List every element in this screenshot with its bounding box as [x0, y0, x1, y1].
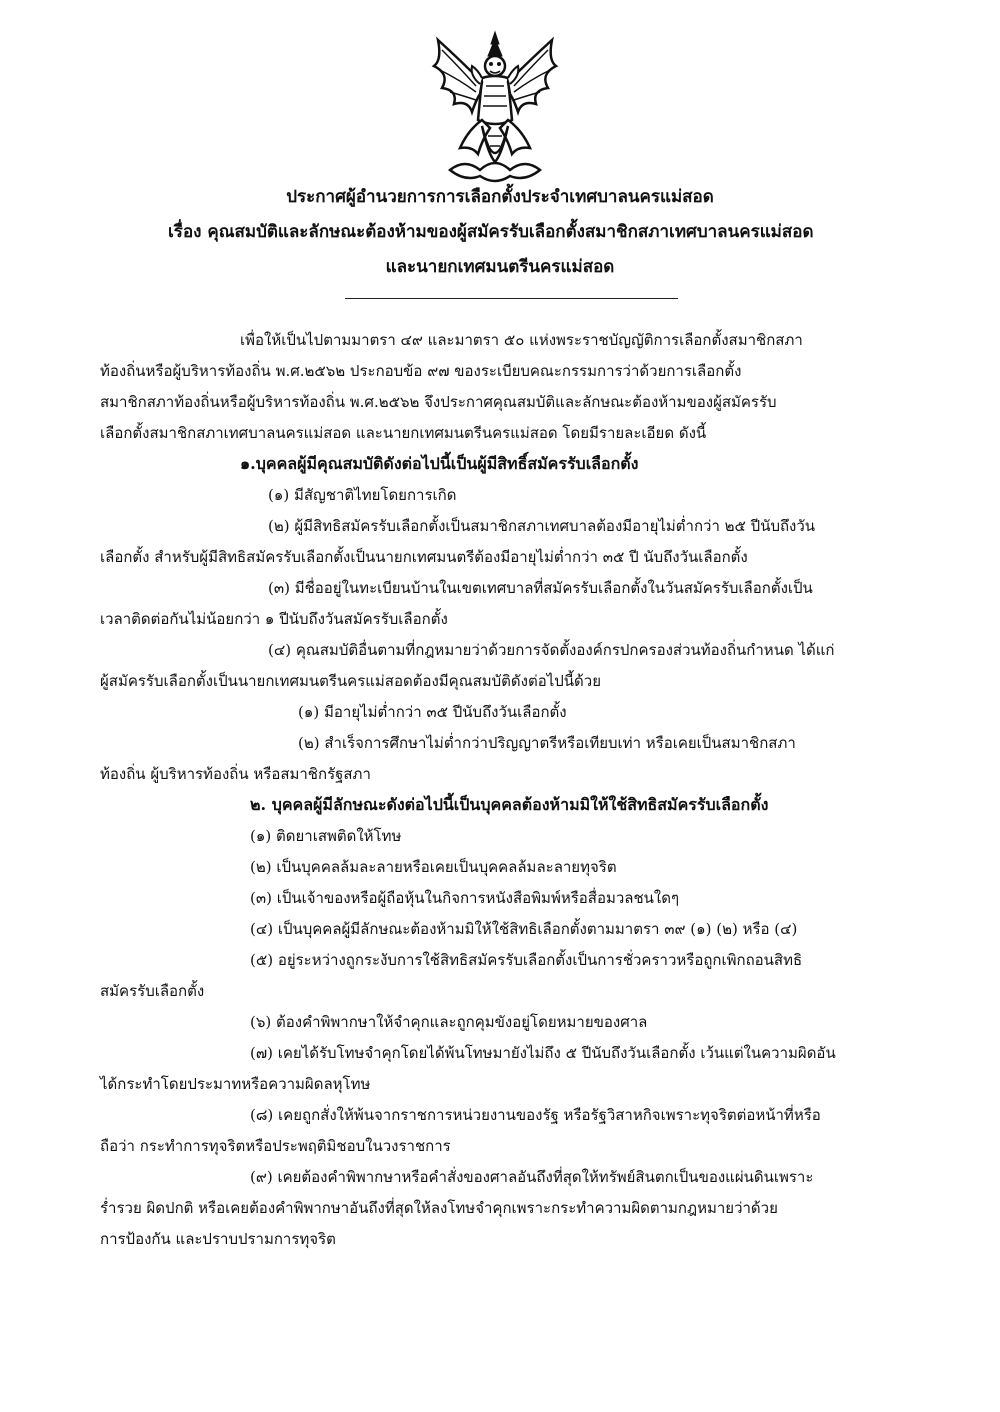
list-item: (๒) เป็นบุคคลล้มละลายหรือเคยเป็นบุคคลล้มละลายทุจริต — [250, 858, 617, 876]
section-heading: ๑.บุคคลผู้มีคุณสมบัติดังต่อไปนี้เป็นผู้มีสิทธิ์สมัครรับเลือกตั้ง — [240, 454, 639, 473]
body-line: ร่ำรวย ผิดปกติ หรือเคยต้องคำพิพากษาอันถึงที่สุดให้ลงโทษจำคุกเพราะกระทำความผิดตามกฎหมายว่าด้วย — [100, 1199, 778, 1217]
body-line: ผู้สมัครรับเลือกตั้งเป็นนายกเทศมนตรีนครแม่สอดต้องมีคุณสมบัติดังต่อไปนี้ด้วย — [100, 672, 602, 690]
list-item: (๔) เป็นบุคคลผู้มีลักษณะต้องห้ามมิให้ใช้สิทธิเลือกตั้งตามมาตรา ๓๙ (๑) (๒) หรือ (๔) — [250, 920, 798, 938]
document-subject: เรื่อง คุณสมบัติและลักษณะต้องห้ามของผู้สมัครรับเลือกตั้งสมาชิกสภาเทศบาลนครแม่สอด — [168, 222, 814, 242]
list-item: (๒) ผู้มีสิทธิสมัครรับเลือกตั้งเป็นสมาชิกสภาเทศบาลต้องมีอายุไม่ต่ำกว่า ๒๕ ปีนับถึงวัน — [268, 517, 816, 535]
title-divider — [345, 298, 678, 299]
body-line: ถือว่า กระทำการทุจริตหรือประพฤติมิชอบในวงราชการ — [100, 1137, 451, 1155]
list-item: (๖) ต้องคำพิพากษาให้จำคุกและถูกคุมขังอยู่โดยหมายของศาล — [250, 1013, 648, 1031]
body-line: สมัครรับเลือกตั้ง — [100, 982, 205, 1000]
body-line: ท้องถิ่นหรือผู้บริหารท้องถิ่น พ.ศ.๒๕๖๒ ประกอบข้อ ๙๗ ของระเบียบคณะกรรมการว่าด้วยการเลือกตั้ง — [100, 362, 742, 380]
body-line: เพื่อให้เป็นไปตามมาตรา ๔๙ และมาตรา ๕๐ แห่งพระราชบัญญัติการเลือกตั้งสมาชิกสภา — [240, 331, 803, 349]
list-item: (๑) มีสัญชาติไทยโดยการเกิด — [268, 486, 457, 504]
list-item: (๓) มีชื่ออยู่ในทะเบียนบ้านในเขตเทศบาลที่สมัครรับเลือกตั้งในวันสมัครรับเลือกตั้งเป็น — [268, 579, 813, 597]
body-line: สมาชิกสภาท้องถิ่นหรือผู้บริหารท้องถิ่น พ.ศ.๒๕๖๒ จึงประกาศคุณสมบัติและลักษณะต้องห้ามของผู้สมัครรับ — [100, 393, 777, 411]
list-item: (๑) ติดยาเสพติดให้โทษ — [250, 827, 402, 845]
body-line: ท้องถิ่น ผู้บริหารท้องถิ่น หรือสมาชิกรัฐสภา — [100, 765, 371, 783]
document-subject-continued: และนายกเทศมนตรีนครแม่สอด — [385, 257, 615, 277]
sub-list-item: (๒) สำเร็จการศึกษาไม่ต่ำกว่าปริญญาตรีหรือเทียบเท่า หรือเคยเป็นสมาชิกสภา — [298, 734, 796, 752]
list-item: (๙) เคยต้องคำพิพากษาหรือคำสั่งของศาลอันถึงที่สุดให้ทรัพย์สินตกเป็นของแผ่นดินเพราะ — [250, 1168, 814, 1186]
list-item: (๕) อยู่ระหว่างถูกระงับการใช้สิทธิสมัครรับเลือกตั้งเป็นการชั่วคราวหรือถูกเพิกถอนสิทธิ — [250, 951, 803, 969]
list-item: (๓) เป็นเจ้าของหรือผู้ถือหุ้นในกิจการหนังสือพิมพ์หรือสื่อมวลชนใดๆ — [250, 889, 680, 907]
body-line: เลือกตั้ง สำหรับผู้มีสิทธิสมัครรับเลือกตั้งเป็นนายกเทศมนตรีต้องมีอายุไม่ต่ำกว่า ๓๕ ปี นับถึงวันเลือกตั้ง — [100, 548, 748, 566]
body-line: เลือกตั้งสมาชิกสภาเทศบาลนครแม่สอด และนายกเทศมนตรีนครแม่สอด โดยมีรายละเอียด ดังนี้ — [100, 424, 707, 442]
section-heading: ๒. บุคคลผู้มีลักษณะดังต่อไปนี้เป็นบุคคลต้องห้ามมิให้ใช้สิทธิสมัครรับเลือกตั้ง — [250, 795, 769, 814]
body-line: เวลาติดต่อกันไม่น้อยกว่า ๑ ปีนับถึงวันสมัครรับเลือกตั้ง — [100, 610, 448, 628]
document-title: ประกาศผู้อำนวยการการเลือกตั้งประจำเทศบาลนครแม่สอด — [286, 187, 714, 207]
list-item: (๔) คุณสมบัติอื่นตามที่กฎหมายว่าด้วยการจัดตั้งองค์กรปกครองส่วนท้องถิ่นกำหนด ได้แก่ — [268, 641, 835, 659]
garuda-emblem-icon — [420, 30, 570, 188]
list-item: (๘) เคยถูกสั่งให้พ้นจากราชการหน่วยงานของรัฐ หรือรัฐวิสาหกิจเพราะทุจริตต่อหน้าที่หรือ — [250, 1106, 821, 1124]
body-line: ได้กระทำโดยประมาทหรือความผิดลหุโทษ — [100, 1075, 371, 1093]
document-title-block — [100, 180, 900, 285]
body-line: การป้องกัน และปราบปรามการทุจริต — [100, 1230, 336, 1248]
list-item: (๗) เคยได้รับโทษจำคุกโดยได้พ้นโทษมายังไม่ถึง ๕ ปีนับถึงวันเลือกตั้ง เว้นแต่ในความผิดอัน — [250, 1044, 836, 1062]
sub-list-item: (๑) มีอายุไม่ต่ำกว่า ๓๕ ปีนับถึงวันเลือกตั้ง — [298, 703, 567, 721]
